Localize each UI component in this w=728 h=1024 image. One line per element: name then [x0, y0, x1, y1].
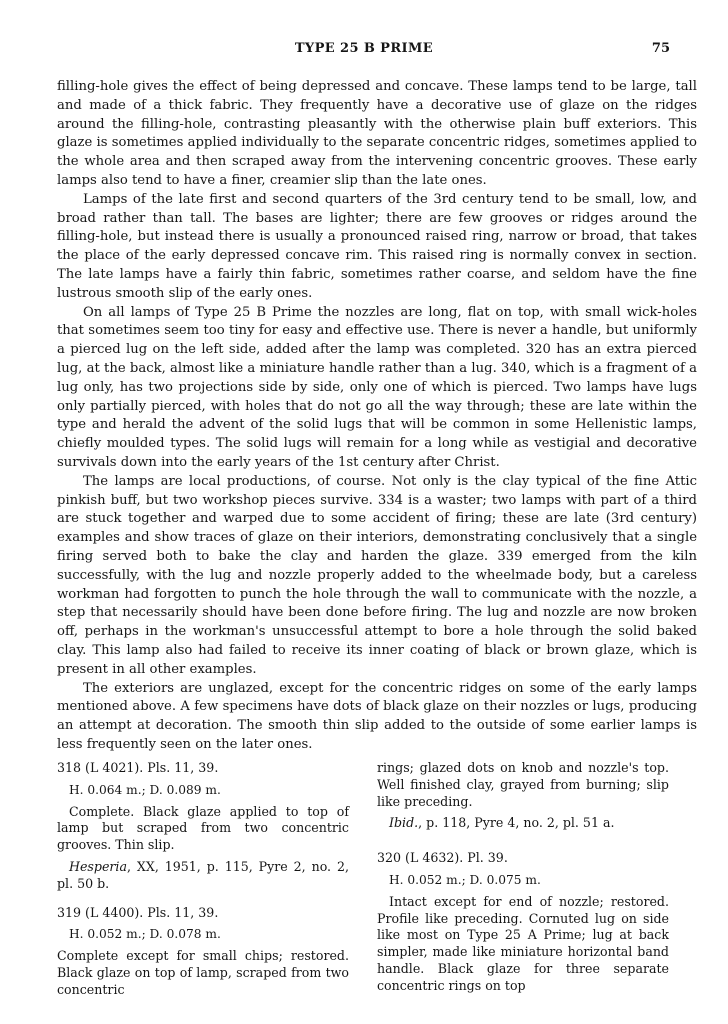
entry-description: Complete. Black glaze applied to top of lamp but scraped from two concentric grooves. Thin slip. — [57, 803, 349, 853]
entry-dimensions: H. 0.064 m.; D. 0.089 m. — [69, 782, 221, 797]
entry-heading: 319 (L 4400). Pls. 11, 39. — [57, 904, 219, 920]
catalogue-entry-319 — [57, 905, 349, 999]
body-paragraph: filling-hole gives the effect of being depressed and concave. These lamps tend to be large, tall and made of a thick fabric. They frequently have a decorative use of glaze on the ridges around the filling-hole, contrasting pleasantly with the otherwise plain buff exteriors. This glaze is sometimes applied individually to the separate concentric ridges, sometimes applied to the whole area and then scraped away from the intervening concentric grooves. These early lamps also tend to have a finer, creamier slip than the late ones. — [57, 79, 697, 188]
body-paragraph: The exteriors are unglazed, except for the concentric ridges on some of the early lamps mentioned above. A few specimens have dots of black glaze on their nozzles or lugs, producing an attempt at decoration. The smooth thin slip added to the outside of some earlier lamps is less frequently seen on the later ones. — [57, 680, 697, 752]
citation-detail: , p. 118, Pyre 4, no. 2, pl. 51 a. — [418, 815, 615, 831]
journal-title: Hesperia — [69, 858, 127, 874]
running-title: TYPE 25 B PRIME — [294, 41, 434, 56]
entry-description-continued: rings; glazed dots on knob and nozzle's top. Well finished clay, grayed from burning; slip like preceding. — [377, 760, 669, 809]
entry-heading: 318 (L 4021). Pls. 11, 39. — [57, 760, 219, 775]
catalogue-entry-320 — [377, 850, 669, 994]
body-paragraph: The lamps are local productions, of course. Not only is the clay typical of the fine Attic pinkish buff, but two workshop pieces survive. 334 is a waster; two lamps with part of a third are stuck together and warped due to some accident of firing; these are late (3rd century) examples and show traces of glaze on their interiors, demonstrating conclusively that a single firing served both to bake the clay and harden the glaze. 339 emerged from the kiln successfully, with the lug and nozzle properly added to the wheelmade body, but a careless workman had forgotten to punch the hole through the wall to communicate with the nozzle, a step that necessarily should have been done before firing. The lug and nozzle are now broken off, perhaps in the workman's unsuccessful attempt to bore a hole through the solid baked clay. This lamp also had failed to receive its inner coating of black or brown glaze, which is present in all other examples. — [57, 473, 697, 677]
entry-description: Intact except for end of nozzle; restored. Profile like preceding. Cornuted lug on side like most on Type 25 A Prime; lug at back simpler, made like miniature horizontal band handle. Black glaze for three separate concentric rings on top — [377, 893, 669, 993]
body-text — [57, 78, 697, 755]
entry-dimensions: H. 0.052 m.; D. 0.075 m. — [389, 872, 541, 887]
page-number: 75 — [651, 41, 670, 56]
entry-bibliography — [377, 815, 669, 832]
catalogue-column-right — [377, 760, 669, 1007]
body-paragraph: On all lamps of Type 25 B Prime the nozzles are long, flat on top, with small wick-holes that sometimes seem too tiny for easy and effective use. There is never a handle, but uniformly a pierced lug on the left side, added after the lamp was completed. 320 has an extra pierced lug, at the back, almost like a miniature handle rather than a lug. 340, which is a fragment of a lug only, has two projections side by side, only one of which is pierced. Two lamps have lugs only partially pierced, with holes that do not go all the way through; these are late within the type and herald the advent of the solid lugs that will be common in some Hellenistic lamps, chiefly moulded types. The solid lugs will remain for a long while as vestigial and decorative survivals down into the early years of the 1st century after Christ. — [57, 304, 697, 470]
ibid-reference: Ibid. — [389, 815, 419, 831]
entry-heading: 320 (L 4632). Pl. 39. — [377, 850, 508, 866]
entry-description: Complete except for small chips; restored. Black glaze on top of lamp, scraped from two concentric — [57, 948, 349, 997]
body-paragraph: Lamps of the late first and second quarters of the 3rd century tend to be small, low, and broad rather than tall. The bases are lighter; there are few grooves or ridges around the filling-hole, but instead there is usually a pronounced raised ring, narrow or broad, that takes the place of the early depressed concave rim. This raised ring is normally convex in section. The late lamps have a fairly thin fabric, sometimes rather coarse, and seldom have the fine lustrous smooth slip of the early ones. — [57, 191, 697, 301]
catalogue-column-left — [57, 760, 349, 1011]
entry-dimensions: H. 0.052 m.; D. 0.078 m. — [69, 927, 221, 942]
catalogue-entry-318 — [57, 760, 349, 893]
citation-detail: , XX, 1951, p. 115, Pyre 2, no. 2, pl. 50 b. — [57, 858, 349, 891]
entry-bibliography — [57, 859, 349, 893]
